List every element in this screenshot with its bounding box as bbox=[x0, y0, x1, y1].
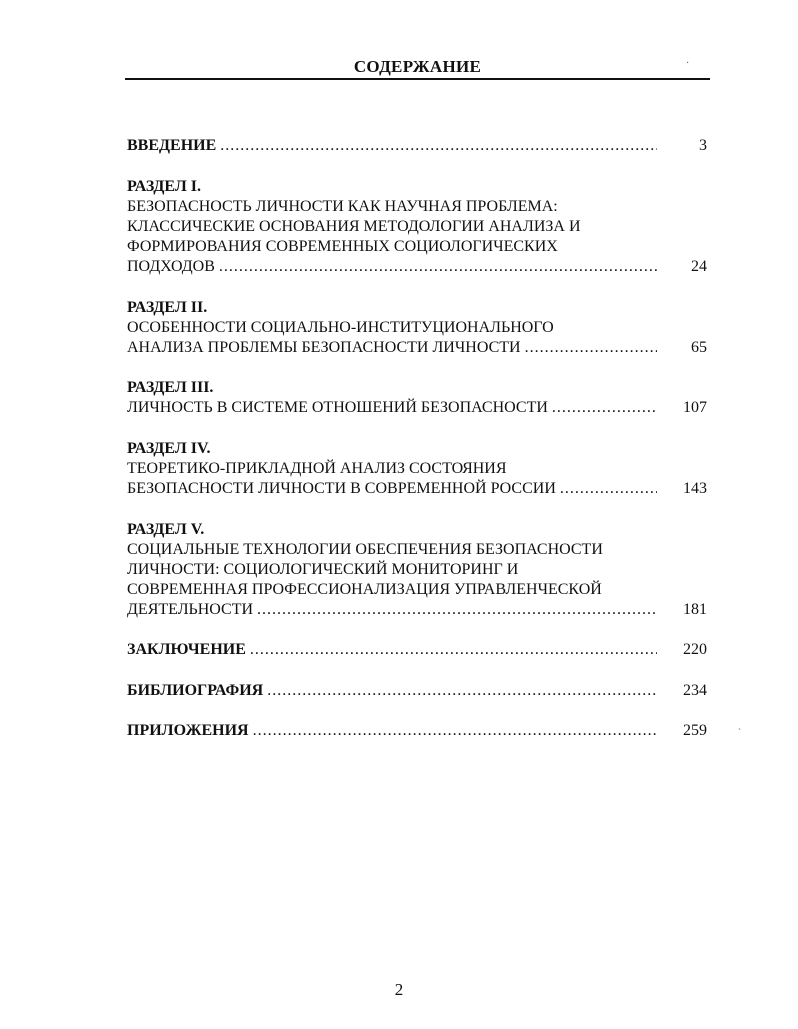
dot-leader bbox=[257, 600, 657, 620]
section-heading: РАЗДЕЛ IV. bbox=[127, 440, 211, 457]
dot-leader bbox=[220, 136, 657, 156]
page-number: 2 bbox=[394, 980, 404, 999]
section-heading: РАЗДЕЛ I. bbox=[127, 178, 201, 195]
section-title-line: ТЕОРЕТИКО-ПРИКЛАДНОЙ АНАЛИЗ СОСТОЯНИЯ bbox=[127, 460, 507, 477]
section-title-line: СОЦИАЛЬНЫЕ ТЕХНОЛОГИИ ОБЕСПЕЧЕНИЯ БЕЗОПАСНОСТИ bbox=[127, 541, 603, 558]
toc-page-number: 65 bbox=[691, 339, 707, 356]
toc-entry-title: БИБЛИОГРАФИЯ bbox=[127, 682, 264, 699]
section-heading: РАЗДЕЛ V. bbox=[127, 521, 205, 538]
section-title-line: БЕЗОПАСНОСТЬ ЛИЧНОСТИ КАК НАУЧНАЯ ПРОБЛЕМА: bbox=[127, 198, 558, 215]
section-title-line: АНАЛИЗА ПРОБЛЕМЫ БЕЗОПАСНОСТИ ЛИЧНОСТИ bbox=[127, 339, 521, 356]
dot-leader bbox=[552, 398, 657, 418]
dot-leader bbox=[267, 681, 657, 701]
toc-page-number: 143 bbox=[683, 480, 707, 497]
dot-leader bbox=[253, 721, 657, 741]
section-title-line: ЛИЧНОСТИ: СОЦИОЛОГИЧЕСКИЙ МОНИТОРИНГ И bbox=[127, 561, 519, 578]
scan-speck: · bbox=[686, 58, 690, 69]
toc-page-number: 259 bbox=[683, 722, 707, 739]
toc-entry-title: ЗАКЛЮЧЕНИЕ bbox=[127, 641, 246, 658]
section-heading: РАЗДЕЛ II. bbox=[127, 299, 208, 316]
scan-speck: ` bbox=[738, 728, 742, 739]
section-title-line: СОВРЕМЕННАЯ ПРОФЕССИОНАЛИЗАЦИЯ УПРАВЛЕНЧЕСКОЙ bbox=[127, 581, 602, 598]
toc-page-number: 3 bbox=[699, 137, 707, 154]
toc-entry-bibliography[interactable] bbox=[127, 681, 707, 701]
section-title-line: БЕЗОПАСНОСТИ ЛИЧНОСТИ В СОВРЕМЕННОЙ РОССИИ bbox=[127, 480, 556, 497]
dot-leader bbox=[525, 338, 657, 358]
toc-page-number: 24 bbox=[691, 258, 707, 275]
section-title-line: КЛАССИЧЕСКИЕ ОСНОВАНИЯ МЕТОДОЛОГИИ АНАЛИЗА И bbox=[127, 218, 581, 235]
section-heading: РАЗДЕЛ III. bbox=[127, 379, 214, 396]
section-title-line: ОСОБЕННОСТИ СОЦИАЛЬНО-ИНСТИТУЦИОНАЛЬНОГО bbox=[127, 319, 554, 336]
dot-leader bbox=[560, 479, 657, 499]
section-title-line: ФОРМИРОВАНИЯ СОВРЕМЕННЫХ СОЦИОЛОГИЧЕСКИХ bbox=[127, 238, 558, 255]
section-title-line: ЛИЧНОСТЬ В СИСТЕМЕ ОТНОШЕНИЙ БЕЗОПАСНОСТИ bbox=[127, 399, 548, 416]
toc-entry-conclusion[interactable] bbox=[127, 640, 707, 660]
toc-entry-title: ВВЕДЕНИЕ bbox=[127, 137, 217, 154]
toc-entry-section-3[interactable] bbox=[127, 378, 707, 418]
title-divider bbox=[125, 78, 710, 80]
toc-entry-section-4[interactable] bbox=[127, 439, 707, 499]
dot-leader bbox=[250, 640, 657, 660]
toc-entry-appendices[interactable] bbox=[127, 721, 707, 741]
toc-entry-title: ПРИЛОЖЕНИЯ bbox=[127, 722, 249, 739]
toc-entry-section-2[interactable] bbox=[127, 298, 707, 358]
toc-page-number: 107 bbox=[683, 399, 707, 416]
toc-entry-section-1[interactable] bbox=[127, 177, 707, 277]
toc-page-number: 181 bbox=[683, 601, 707, 618]
section-title-line: ДЕЯТЕЛЬНОСТИ bbox=[127, 601, 254, 618]
dot-leader bbox=[219, 257, 657, 277]
toc-page-number: 234 bbox=[683, 682, 707, 699]
toc-entry-introduction[interactable] bbox=[127, 136, 707, 156]
page-title: СОДЕРЖАНИЕ bbox=[353, 57, 482, 76]
toc-page-number: 220 bbox=[683, 641, 707, 658]
toc-entry-section-5[interactable] bbox=[127, 520, 707, 620]
section-title-line: ПОДХОДОВ bbox=[127, 258, 215, 275]
